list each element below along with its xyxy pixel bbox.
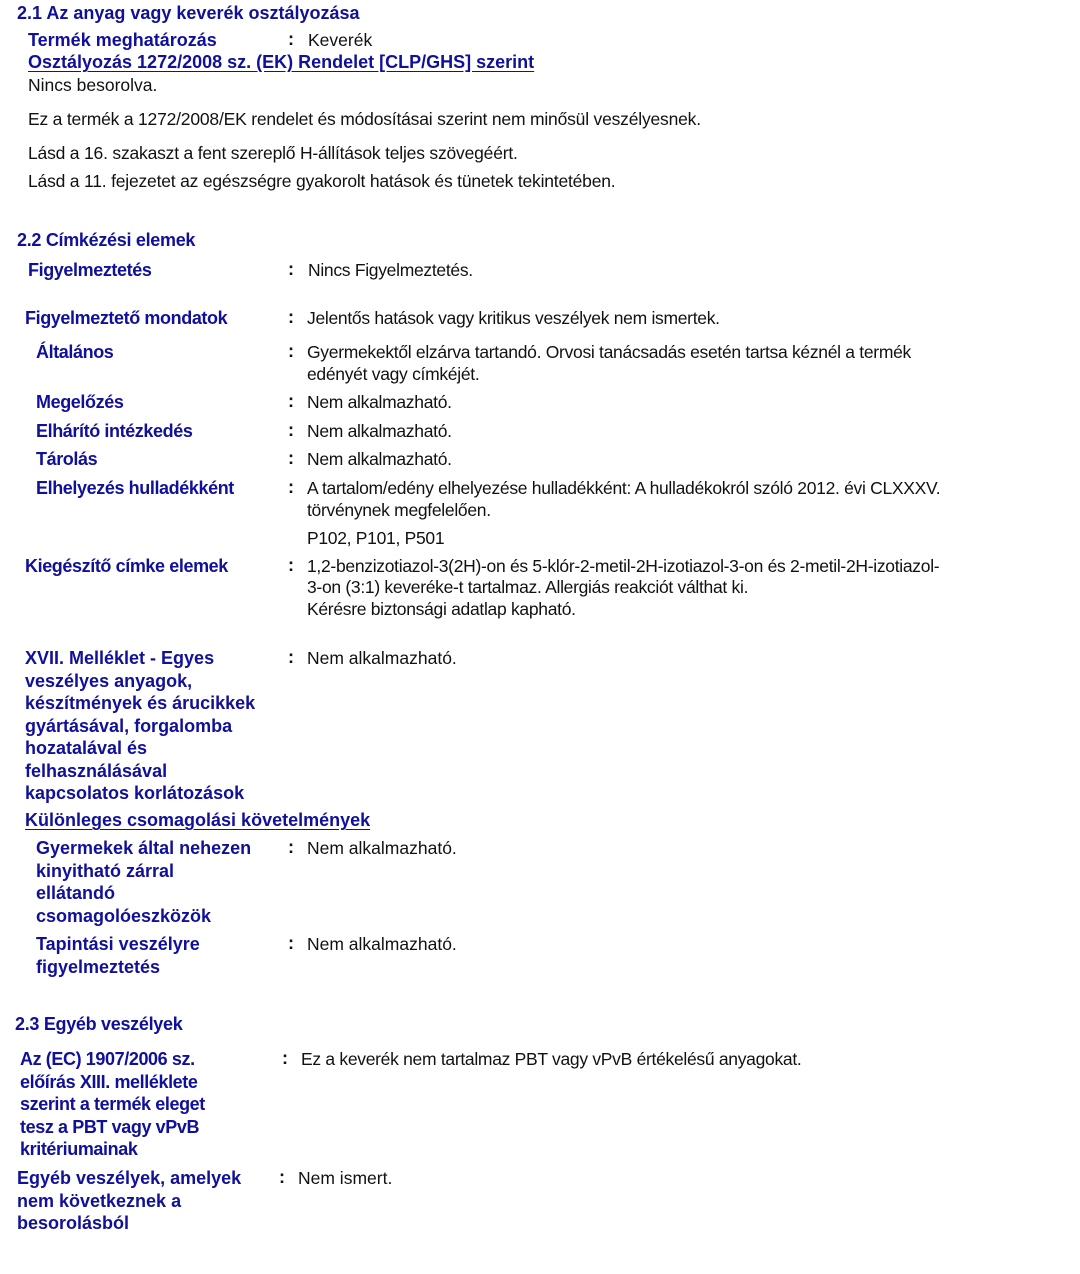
annex-xvii-label — [25, 647, 255, 805]
hazard-statements-value: Jelentős hatások vagy kritikus veszélyek nem ismertek. — [307, 308, 720, 328]
colon: : — [288, 477, 294, 497]
classification-heading: Osztályozás 1272/2008 sz. (EK) Rendelet [CLP/GHS] szerint — [28, 52, 535, 72]
label-line: nem következnek a — [17, 1190, 182, 1211]
product-definition-value: Keverék — [308, 30, 373, 50]
label-line: Gyermekek által nehezen — [36, 838, 252, 858]
paragraph: Lásd a 16. szakaszt a fent szereplő H-állítások teljes szövegéért. — [28, 143, 518, 163]
section-2-1-heading: 2.1 Az anyag vagy keverék osztályozása — [17, 3, 360, 23]
classification-value: Nincs besorolva. — [28, 75, 158, 95]
supplemental-value-line3: Kérésre biztonsági adatlap kapható. — [307, 599, 576, 619]
general-value-line1: Gyermekektől elzárva tartandó. Orvosi tanácsadás esetén tartsa kéznél a termék — [307, 342, 911, 362]
response-value: Nem alkalmazható. — [307, 421, 452, 441]
supplemental-value-line2: 3-on (3:1) keveréke-t tartalmaz. Allergiás reakciót válthat ki. — [307, 577, 749, 597]
general-label: Általános — [36, 342, 114, 362]
disposal-label: Elhelyezés hulladékként — [36, 478, 234, 498]
label-line: kritériumainak — [20, 1139, 138, 1159]
colon: : — [288, 647, 294, 667]
pbt-vpvb-value: Ez a keverék nem tartalmaz PBT vagy vPvB értékelésű anyagokat. — [301, 1049, 802, 1069]
label-line: Egyéb veszélyek, amelyek — [17, 1168, 242, 1188]
label-line: csomagolóeszközök — [36, 905, 212, 926]
child-resistant-label — [36, 837, 251, 927]
colon: : — [288, 933, 294, 953]
paragraph: Ez a termék a 1272/2008/EK rendelet és módosításai szerint nem minősül veszélyesnek. — [28, 109, 701, 129]
label-line: szerint a termék eleget — [20, 1094, 205, 1114]
label-line: XVII. Melléklet - Egyes — [25, 648, 215, 668]
other-hazards-value: Nem ismert. — [298, 1168, 393, 1188]
label-line: veszélyes anyagok, — [25, 670, 193, 691]
section-2-2-heading: 2.2 Címkézési elemek — [17, 230, 196, 250]
colon: : — [279, 1167, 285, 1187]
colon: : — [288, 448, 294, 468]
label-line: kapcsolatos korlátozások — [25, 783, 245, 803]
colon: : — [288, 391, 294, 411]
precautionary-codes: P102, P101, P501 — [307, 528, 445, 548]
supplemental-value-line1: 1,2-benzizotiazol-3(2H)-on és 5-klór-2-metil-2H-izotiazol-3-on és 2-metil-2H-izotiazol- — [307, 556, 940, 576]
colon: : — [288, 29, 294, 49]
label-line: felhasználásával — [25, 760, 168, 781]
storage-label: Tárolás — [36, 449, 98, 469]
product-definition-label: Termék meghatározás — [28, 30, 217, 50]
packaging-heading: Különleges csomagolási követelmények — [25, 810, 371, 830]
label-line: kinyitható zárral — [36, 860, 175, 881]
disposal-value-line1: A tartalom/edény elhelyezése hulladékként: A hulladékokról szóló 2012. évi CLXXXV. — [307, 478, 941, 498]
prevention-label: Megelőzés — [36, 392, 124, 412]
disposal-value-line2: törvénynek megfelelően. — [307, 500, 491, 520]
colon: : — [288, 555, 294, 575]
signal-word-label: Figyelmeztetés — [28, 260, 152, 280]
signal-word-value: Nincs Figyelmeztetés. — [308, 260, 473, 280]
pbt-vpvb-label — [20, 1048, 205, 1161]
child-resistant-value: Nem alkalmazható. — [307, 838, 457, 858]
colon: : — [282, 1048, 288, 1068]
label-line: Az (EC) 1907/2006 sz. — [20, 1049, 195, 1069]
colon: : — [288, 420, 294, 440]
colon: : — [288, 341, 294, 361]
general-value-line2: edényét vagy címkéjét. — [307, 364, 480, 384]
tactile-warning-label — [36, 933, 200, 978]
hazard-statements-label: Figyelmeztető mondatok — [25, 308, 228, 328]
label-line: hozatalával és — [25, 738, 148, 758]
label-line: tesz a PBT vagy vPvB — [20, 1116, 200, 1137]
storage-value: Nem alkalmazható. — [307, 449, 452, 469]
label-line: előírás XIII. melléklete — [20, 1071, 198, 1092]
colon: : — [288, 307, 294, 327]
section-2-3-heading: 2.3 Egyéb veszélyek — [15, 1014, 183, 1034]
other-hazards-label — [17, 1167, 241, 1235]
annex-xvii-value: Nem alkalmazható. — [307, 648, 457, 668]
label-line: ellátandó — [36, 883, 116, 903]
label-line: készítmények és árucikkek — [25, 693, 256, 713]
label-line: figyelmeztetés — [36, 956, 161, 977]
response-label: Elhárító intézkedés — [36, 421, 193, 441]
label-line: besorolásból — [17, 1213, 130, 1233]
supplemental-label-elements-label: Kiegészítő címke elemek — [25, 556, 228, 576]
colon: : — [288, 259, 294, 279]
colon: : — [288, 837, 294, 857]
tactile-warning-value: Nem alkalmazható. — [307, 934, 457, 954]
label-line: Tapintási veszélyre — [36, 934, 200, 954]
prevention-value: Nem alkalmazható. — [307, 392, 452, 412]
label-line: gyártásával, forgalomba — [25, 715, 233, 736]
paragraph: Lásd a 11. fejezetet az egészségre gyakorolt hatások és tünetek tekintetében. — [28, 171, 616, 191]
